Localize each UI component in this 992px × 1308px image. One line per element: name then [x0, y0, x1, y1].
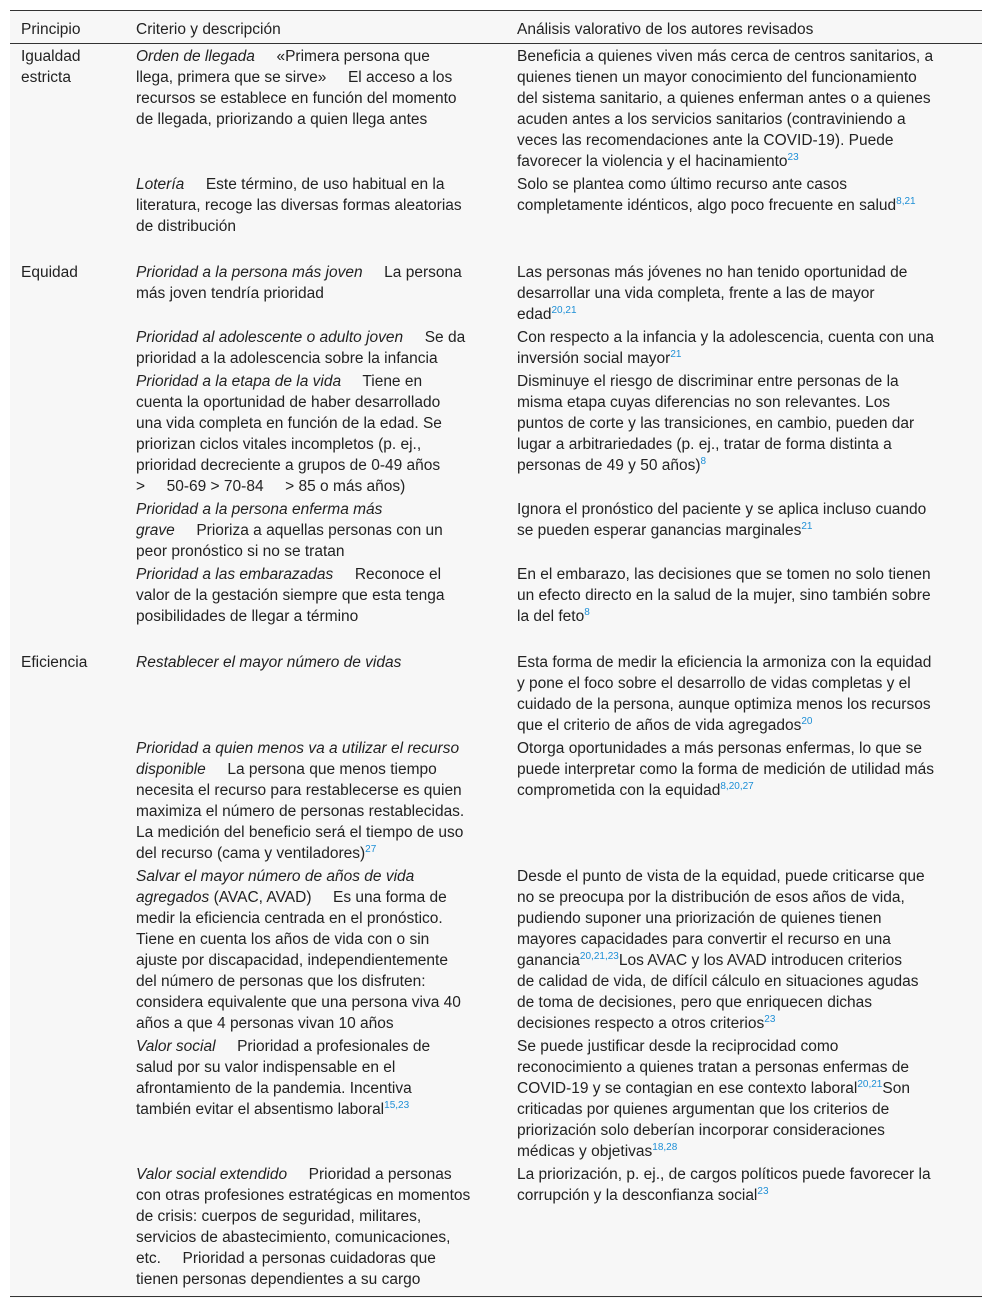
- analysis-adolescente-1: Con respecto a la infancia y la adolescencia, cuenta con una: [517, 329, 935, 346]
- analysis-grave-2-text: se pueden esperar ganancias marginales: [517, 522, 802, 539]
- criterion-adolescente-title: Prioridad al adolescente o adulto joven: [136, 329, 404, 346]
- citation-ref[interactable]: 23: [764, 1014, 776, 1025]
- analysis-orden-5: veces las recomendaciones ante la COVID-19). Puede: [517, 132, 894, 149]
- citation-ref[interactable]: 23: [787, 152, 799, 163]
- analysis-orden-6: [517, 151, 799, 172]
- analysis-grave-2: [517, 520, 812, 541]
- citation-ref[interactable]: 21: [801, 521, 813, 532]
- criterion-menos-title2: disponible: [136, 761, 206, 778]
- criterion-vidas-title: [136, 652, 401, 673]
- criterion-orden-desc3: El acceso a los: [347, 69, 453, 86]
- analysis-embarazadas-2: un efecto directo en la salud de la mujer, sino también sobre: [517, 587, 931, 604]
- criterion-anos-title2: agregados: [136, 889, 210, 906]
- criterion-etapa-desc5: prioridad decreciente a grupos de 0-49 años: [136, 457, 441, 474]
- criterion-etapa-line: [136, 371, 422, 392]
- analysis-social-3-text: COVID-19 y se contagian en ese contexto laboral: [517, 1080, 858, 1097]
- criterion-joven-line: [136, 262, 462, 283]
- analysis-etapa-1: Disminuye el riesgo de discriminar entre personas de la: [517, 373, 899, 390]
- analysis-menos-3: [517, 780, 754, 801]
- criterion-grave-title2: grave: [136, 522, 175, 539]
- analysis-social-6: [517, 1141, 677, 1162]
- header-rule: [10, 43, 982, 44]
- analysis-extendido-2-text: corrupción y la desconfianza social: [517, 1187, 758, 1204]
- criterion-joven-desc1: La persona: [384, 264, 462, 281]
- criterion-social-title: Valor social: [136, 1038, 216, 1055]
- analysis-vidas-4: [517, 715, 812, 736]
- analysis-loteria-2-text: completamente idénticos, algo poco frecuente en salud: [517, 197, 897, 214]
- criterion-anos-line2: [136, 887, 447, 908]
- analysis-social-5: priorización solo deberían incorporar consideraciones: [517, 1122, 885, 1139]
- analysis-loteria-2: [517, 195, 916, 216]
- citation-ref[interactable]: 18,28: [652, 1142, 678, 1153]
- criterion-etapa-desc6c: > 85 o más años): [285, 478, 406, 495]
- analysis-etapa-5: [517, 455, 706, 476]
- criterion-anos-desc1b: Es una forma de: [333, 889, 447, 906]
- analysis-anos-8-text: decisiones respecto a otros criterios: [517, 1015, 765, 1032]
- analysis-anos-5: [517, 950, 902, 971]
- criterion-social-desc4-text: también evitar el absentismo laboral: [136, 1101, 385, 1118]
- analysis-vidas-3: cuidado de la persona, aunque optimiza menos los recursos: [517, 696, 931, 713]
- header-criterion: Criterio y descripción: [136, 21, 281, 38]
- criterion-embarazadas-desc1: Reconoce el: [354, 566, 442, 583]
- criterion-menos-desc5: [136, 843, 376, 864]
- criterion-social-line: [136, 1036, 430, 1057]
- criterion-adolescente-desc2: prioridad a la adolescencia sobre la infancia: [136, 350, 438, 367]
- criterion-etapa-desc6b: 50-69 > 70-84: [166, 478, 264, 495]
- analysis-anos-8: [517, 1013, 775, 1034]
- analysis-vidas-2: y pone el foco sobre el desarrollo de vidas completas y el: [517, 675, 911, 692]
- citation-ref[interactable]: 8,21: [896, 196, 916, 207]
- citation-ref[interactable]: 8: [700, 456, 707, 467]
- analysis-adolescente-2-text: inversión social mayor: [517, 350, 671, 367]
- analysis-joven-2: desarrollar una vida completa, frente a las de mayor: [517, 285, 875, 302]
- citation-ref[interactable]: 20,21,23: [579, 951, 619, 962]
- criterion-orden-line2: [136, 67, 452, 88]
- analysis-etapa-5-text: personas de 49 y 50 años): [517, 457, 701, 474]
- priority-criteria-table: [10, 10, 982, 1298]
- criterion-adolescente-line: [136, 327, 465, 348]
- analysis-anos-2: no se preocupa por la distribución de esos años de vida,: [517, 889, 905, 906]
- principle-eficiencia: Eficiencia: [21, 654, 88, 671]
- analysis-anos-1: Desde el punto de vista de la equidad, puede criticarse que: [517, 868, 925, 885]
- citation-ref[interactable]: 23: [757, 1186, 769, 1197]
- criterion-extendido-desc4: servicios de abastecimiento, comunicaciones,: [136, 1229, 451, 1246]
- criterion-orden-desc5: de llegada, priorizando a quien llega antes: [136, 111, 428, 128]
- analysis-anos-7: de toma de decisiones, pero que enriquecen dichas: [517, 994, 873, 1011]
- citation-ref[interactable]: 15,23: [384, 1100, 410, 1111]
- analysis-etapa-2: misma etapa cuyas diferencias no son relevantes. Los: [517, 394, 891, 411]
- criterion-etapa-desc4: priorizan ciclos vitales incompletos (p. ej.,: [136, 436, 422, 453]
- criterion-extendido-title: Valor social extendido: [136, 1166, 288, 1183]
- analysis-social-3: [517, 1078, 910, 1099]
- criterion-grave-line2: [136, 520, 443, 541]
- criterion-anos-title1-text: Salvar el mayor número de años de vida: [136, 868, 415, 885]
- citation-ref[interactable]: 20,21: [551, 305, 577, 316]
- criterion-grave-desc1: Prioriza a aquellas personas con un: [196, 522, 443, 539]
- criterion-anos-desc2: medir la eficiencia centrada en el pronóstico.: [136, 910, 443, 927]
- criterion-embarazadas-line: [136, 564, 441, 585]
- criterion-social-desc1: Prioridad a profesionales de: [237, 1038, 431, 1055]
- criterion-menos-desc3: maximiza el número de personas restablecidas.: [136, 803, 465, 820]
- criterion-menos-desc5-text: del recurso (cama y ventiladores): [136, 845, 366, 862]
- analysis-orden-2: quienes tienen un mayor conocimiento del funcionamiento: [517, 69, 917, 86]
- criterion-grave-title1-text: Prioridad a la persona enferma más: [136, 501, 383, 518]
- criterion-anos-desc7: años a que 4 personas vivan 10 años: [136, 1015, 394, 1032]
- analysis-etapa-4: lugar a arbitrariedades (p. ej., tratar de forma distinta a: [517, 436, 892, 453]
- table-bottom-rule: [10, 1296, 982, 1297]
- criterion-orden-desc2: llega, primera que se sirve»: [136, 69, 327, 86]
- analysis-social-2: reconocimiento a quienes tratan a personas enfermas de: [517, 1059, 910, 1076]
- principle-igualdad-line1: Igualdad: [21, 48, 81, 65]
- criterion-anos-desc1: (AVAC, AVAD): [213, 889, 312, 906]
- criterion-menos-desc2: necesita el recurso para restablecerse es quien: [136, 782, 462, 799]
- criterion-embarazadas-desc2: valor de la gestación siempre que esta tenga: [136, 587, 445, 604]
- analysis-embarazadas-3-text: la del feto: [517, 608, 585, 625]
- criterion-etapa-desc3: una vida completa en función de la edad. Se: [136, 415, 442, 432]
- criterion-anos-desc4: ajuste por discapacidad, independientemente: [136, 952, 448, 969]
- header-principle: Principio: [21, 21, 81, 38]
- analysis-grave-1: Ignora el pronóstico del paciente y se aplica incluso cuando: [517, 501, 927, 518]
- citation-ref[interactable]: 20,21: [857, 1079, 883, 1090]
- analysis-social-6-text: médicas y objetivas: [517, 1143, 653, 1160]
- criterion-vidas-title-text: Restablecer el mayor número de vidas: [136, 654, 402, 671]
- analysis-loteria-1: Solo se plantea como último recurso ante casos: [517, 176, 847, 193]
- criterion-loteria-desc1: Este término, de uso habitual en la: [205, 176, 445, 193]
- criterion-extendido-desc5b: Prioridad a personas cuidadoras que: [182, 1250, 436, 1267]
- analysis-orden-6-text: favorecer la violencia y el hacinamiento: [517, 153, 788, 170]
- criterion-menos-line2: [136, 759, 437, 780]
- criterion-loteria-title: Lotería: [136, 176, 185, 193]
- analysis-anos-4: mayores capacidades para convertir el recurso en una: [517, 931, 891, 948]
- principle-equidad: Equidad: [21, 264, 78, 281]
- analysis-joven-1: Las personas más jóvenes no han tenido oportunidad de: [517, 264, 908, 281]
- criterion-social-desc4: [136, 1099, 409, 1120]
- criterion-embarazadas-desc3: posibilidades de llegar a término: [136, 608, 359, 625]
- criterion-grave-desc2: peor pronóstico si no se tratan: [136, 543, 345, 560]
- criterion-social-desc3: afrontamiento de la pandemia. Incentiva: [136, 1080, 412, 1097]
- analysis-menos-2: puede interpretar como la forma de medición de utilidad más: [517, 761, 935, 778]
- analysis-anos-5b-text: Los AVAC y los AVAD introducen criterios: [618, 952, 902, 969]
- criterion-loteria-line: [136, 174, 445, 195]
- criterion-anos-title1: [136, 866, 414, 887]
- header-analysis: Análisis valorativo de los autores revisados: [517, 21, 814, 38]
- criterion-etapa-title: Prioridad a la etapa de la vida: [136, 373, 342, 390]
- criterion-etapa-desc6a: >: [136, 478, 146, 495]
- criterion-orden-title: Orden de llegada: [136, 48, 255, 65]
- criterion-anos-desc6: considera equivalente que una persona viva 40: [136, 994, 461, 1011]
- analysis-embarazadas-1: En el embarazo, las decisiones que se tomen no solo tienen: [517, 566, 931, 583]
- analysis-orden-4: acuden antes a los servicios sanitarios (contraviniendo a: [517, 111, 906, 128]
- citation-ref[interactable]: 8,20,27: [720, 781, 754, 792]
- criterion-embarazadas-title: Prioridad a las embarazadas: [136, 566, 334, 583]
- analysis-embarazadas-3: [517, 606, 590, 627]
- analysis-adolescente-2: [517, 348, 681, 369]
- analysis-menos-1: Otorga oportunidades a más personas enfermas, lo que se: [517, 740, 922, 757]
- criterion-extendido-desc6: tienen personas dependientes a su cargo: [136, 1271, 421, 1288]
- criterion-extendido-desc3: de crisis: cuerpos de seguridad, militares,: [136, 1208, 422, 1225]
- principle-igualdad-line2: estricta: [21, 69, 71, 86]
- analysis-joven-3: [517, 304, 577, 325]
- citation-ref[interactable]: 27: [365, 844, 377, 855]
- analysis-orden-1: Beneficia a quienes viven más cerca de centros sanitarios, a: [517, 48, 934, 65]
- criterion-menos-title1-text: Prioridad a quien menos va a utilizar el recurso: [136, 740, 460, 757]
- analysis-anos-3: pudiendo suponer una priorización de quienes tienen: [517, 910, 882, 927]
- criterion-menos-desc4: La medición del beneficio será el tiempo de uso: [136, 824, 464, 841]
- criterion-menos-desc1: La persona que menos tiempo: [227, 761, 437, 778]
- analysis-vidas-4-text: que el criterio de años de vida agregados: [517, 717, 802, 734]
- criterion-loteria-desc3: de distribución: [136, 218, 236, 235]
- criterion-orden-line: [136, 46, 430, 67]
- criterion-extendido-desc1: Prioridad a personas: [308, 1166, 452, 1183]
- criterion-joven-title: Prioridad a la persona más joven: [136, 264, 363, 281]
- analysis-social-3b-text: Son: [882, 1080, 910, 1097]
- analysis-social-4: criticadas por quienes argumentan que los criterios de: [517, 1101, 890, 1118]
- analysis-etapa-3: puntos de corte y las transiciones, en cambio, pueden dar: [517, 415, 915, 432]
- criterion-etapa-desc1: Tiene en: [362, 373, 423, 390]
- analysis-vidas-1: Esta forma de medir la eficiencia la armoniza con la equidad: [517, 654, 932, 671]
- citation-ref[interactable]: 21: [670, 349, 682, 360]
- criterion-anos-desc3: Tiene en cuenta los años de vida con o sin: [136, 931, 430, 948]
- criterion-adolescente-desc1: Se da: [424, 329, 466, 346]
- criterion-extendido-desc5: [136, 1248, 436, 1269]
- criterion-joven-desc2: más joven tendría prioridad: [136, 285, 324, 302]
- citation-ref[interactable]: 20: [801, 716, 813, 727]
- analysis-menos-3-text: comprometida con la equidad: [517, 782, 721, 799]
- criterion-loteria-desc2: literatura, recoge las diversas formas aleatorias: [136, 197, 462, 214]
- analysis-orden-3: del sistema sanitario, a quienes enferman antes o a quienes: [517, 90, 931, 107]
- criterion-extendido-line: [136, 1164, 452, 1185]
- analysis-social-1: Se puede justificar desde la reciprocidad como: [517, 1038, 839, 1055]
- analysis-extendido-1: La priorización, p. ej., de cargos políticos puede favorecer la: [517, 1166, 931, 1183]
- criterion-grave-title1: [136, 499, 382, 520]
- citation-ref[interactable]: 8: [584, 607, 590, 618]
- criterion-orden-desc1: «Primera persona que: [276, 48, 430, 65]
- analysis-extendido-2: [517, 1185, 769, 1206]
- table-top-rule: [10, 10, 982, 11]
- criterion-anos-desc5: del número de personas que los disfruten:: [136, 973, 426, 990]
- criterion-etapa-desc6: [136, 476, 405, 497]
- criterion-etapa-desc2: cuenta la oportunidad de haber desarrollado: [136, 394, 441, 411]
- analysis-joven-3-text: edad: [517, 306, 552, 323]
- criterion-extendido-desc2: con otras profesiones estratégicas en momentos: [136, 1187, 471, 1204]
- criterion-menos-title1: [136, 738, 459, 759]
- criterion-orden-desc4: recursos se establece en función del momento: [136, 90, 457, 107]
- criterion-extendido-desc5a: etc.: [136, 1250, 161, 1267]
- analysis-anos-5-text: ganancia: [517, 952, 580, 969]
- analysis-anos-6: de calidad de vida, de difícil cálculo en situaciones agudas: [517, 973, 919, 990]
- criterion-social-desc2: salud por su valor indispensable en el: [136, 1059, 396, 1076]
